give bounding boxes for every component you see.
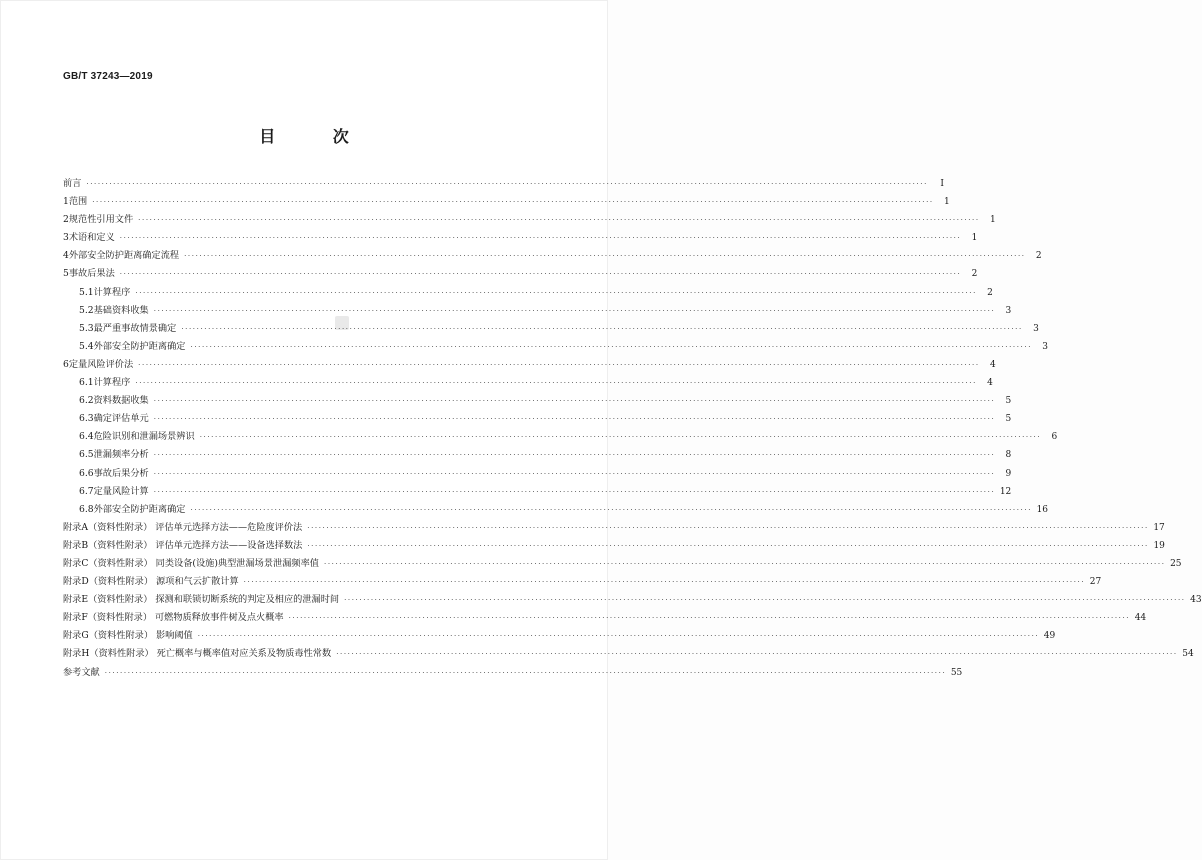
- toc-entry[interactable]: [63, 555, 1182, 573]
- toc-entry-number: 6.1: [79, 377, 94, 389]
- toc-entry-page: 3: [1042, 341, 1049, 352]
- toc-entry-page: 43: [1190, 595, 1202, 606]
- toc-entry[interactable]: [63, 519, 1165, 537]
- toc-leader-dots: ····························································································································································································································: [243, 578, 1086, 587]
- toc-entry[interactable]: [63, 465, 1012, 483]
- toc-entry-page: 9: [1005, 468, 1012, 479]
- toc-entry[interactable]: [63, 537, 1165, 555]
- toc-entry-label: 前言: [63, 178, 82, 189]
- toc-entry-label: 定量风险评价法: [68, 358, 134, 370]
- toc-entry-label: 计算程序: [93, 286, 131, 298]
- toc-entry-page: 19: [1153, 540, 1165, 551]
- toc-entry-label: 外部安全防护距离确定: [93, 340, 186, 352]
- toc-entry-label: 外部安全防护距离确定: [93, 503, 186, 515]
- toc-entry-label: 附录E（资料性附录） 探测和联锁切断系统的判定及相应的泄漏时间: [63, 594, 340, 606]
- toc-leader-dots: ····························································································································································································································: [153, 451, 996, 460]
- toc-entry-page: 3: [1005, 305, 1012, 316]
- toc-entry-label: 事故后果法: [68, 268, 115, 280]
- toc-entry[interactable]: [63, 247, 1042, 265]
- toc-entry-page: 44: [1134, 613, 1147, 624]
- toc-entry-number: 5.1: [79, 286, 94, 298]
- toc-entry-page: 16: [1036, 504, 1049, 515]
- toc-entry-page: 4: [989, 359, 996, 370]
- toc-entry-page: 25: [1170, 558, 1182, 569]
- toc-entry-page: 49: [1043, 631, 1056, 642]
- table-of-contents: [63, 175, 1202, 682]
- toc-entry-label: 范围: [68, 196, 88, 208]
- toc-entry[interactable]: [63, 302, 1012, 320]
- toc-entry[interactable]: [63, 627, 1056, 645]
- toc-leader-dots: ····························································································································································································································: [153, 415, 996, 424]
- toc-entry-label: 附录B（资料性附录） 评估单元选择方法——设备选择数法: [63, 539, 303, 551]
- toc-entry[interactable]: [63, 501, 1049, 519]
- toc-entry-number: 2: [63, 214, 69, 226]
- toc-leader-dots: ····························································································································································································································: [307, 541, 1149, 550]
- toc-entry-number: 1: [63, 196, 69, 208]
- toc-entry[interactable]: [63, 229, 978, 247]
- standard-code: GB/T 37243—2019: [63, 71, 153, 82]
- toc-leader-dots: ····························································································································································································································: [344, 596, 1186, 605]
- toc-entry-label: 危险识别和泄漏场景辨识: [93, 431, 195, 443]
- toc-entry[interactable]: [63, 573, 1102, 591]
- toc-leader-dots: ····························································································································································································································: [153, 397, 996, 406]
- toc-entry[interactable]: [63, 645, 1194, 663]
- toc-entry-label: 附录H（资料性附录） 死亡概率与概率值对应关系及物质毒性常数: [63, 648, 332, 660]
- toc-entry[interactable]: [63, 338, 1049, 356]
- toc-entry-number: 5.3: [79, 322, 94, 334]
- toc-entry-number: 6.3: [79, 413, 94, 425]
- toc-entry-number: 6.5: [79, 449, 94, 461]
- toc-entry[interactable]: [63, 446, 1012, 464]
- toc-leader-dots: ····························································································································································································································: [307, 523, 1149, 532]
- toc-title: 目 次: [259, 127, 375, 146]
- toc-leader-dots: ····························································································································································································································: [119, 234, 962, 243]
- toc-leader-dots: ····························································································································································································································: [153, 469, 996, 478]
- toc-leader-dots: ····························································································································································································································: [135, 288, 977, 297]
- toc-entry-label: 确定评估单元: [93, 413, 149, 425]
- toc-leader-dots: ····························································································································································································································: [153, 487, 996, 496]
- toc-leader-dots: ····························································································································································································································: [135, 379, 977, 388]
- toc-leader-dots: ····························································································································································································································: [119, 270, 962, 279]
- toc-entry[interactable]: [63, 428, 1058, 446]
- toc-entry-page: I: [940, 179, 944, 189]
- toc-leader-dots: ····························································································································································································································: [184, 252, 1026, 261]
- toc-entry-number: 6.7: [79, 485, 94, 497]
- toc-entry[interactable]: [63, 664, 963, 682]
- toc-entry[interactable]: [63, 356, 996, 374]
- toc-leader-dots: ····························································································································································································································: [104, 668, 947, 677]
- toc-entry-page: 1: [944, 197, 950, 208]
- toc-entry-number: 3: [63, 232, 69, 244]
- toc-entry-page: 12: [999, 486, 1012, 497]
- toc-entry-label: 外部安全防护距离确定流程: [68, 250, 180, 262]
- toc-entry[interactable]: [63, 175, 944, 193]
- toc-entry-page: 2: [987, 287, 993, 298]
- toc-entry-page: 8: [1005, 450, 1012, 461]
- toc-entry-page: 55: [950, 667, 963, 678]
- toc-entry-page: 2: [971, 269, 978, 280]
- toc-entry[interactable]: [63, 211, 996, 229]
- toc-entry-number: 4: [63, 250, 69, 262]
- toc-entry-label: 附录G（资料性附录） 影响阈值: [63, 630, 193, 642]
- toc-entry-number: 6.6: [79, 467, 94, 479]
- toc-entry[interactable]: [63, 410, 1012, 428]
- toc-entry-number: 5.4: [79, 340, 94, 352]
- toc-leader-dots: ····························································································································································································································: [288, 614, 1131, 623]
- toc-entry-page: 5: [1005, 396, 1012, 407]
- toc-leader-dots: ····························································································································································································································: [197, 632, 1040, 641]
- toc-leader-dots: ····························································································································································································································: [86, 180, 928, 188]
- toc-entry[interactable]: [63, 193, 950, 211]
- toc-leader-dots: ····························································································································································································································: [181, 324, 1023, 333]
- toc-entry[interactable]: [63, 320, 1039, 338]
- toc-entry-label: 附录C（资料性附录） 同类设备(设施)典型泄漏场景泄漏频率值: [63, 557, 319, 569]
- toc-entry[interactable]: [63, 265, 978, 283]
- toc-entry-label: 规范性引用文件: [68, 214, 134, 226]
- toc-entry-page: 27: [1089, 577, 1102, 588]
- toc-leader-dots: ····························································································································································································································: [138, 360, 980, 369]
- toc-entry-label: 事故后果分析: [93, 467, 149, 479]
- toc-entry-number: 5: [63, 268, 69, 280]
- toc-leader-dots: ····························································································································································································································: [190, 342, 1033, 351]
- toc-entry-page: 3: [1033, 323, 1039, 334]
- toc-leader-dots: ····························································································································································································································: [199, 433, 1042, 442]
- toc-leader-dots: ····························································································································································································································: [138, 216, 980, 225]
- toc-entry-page: 1: [989, 215, 996, 226]
- toc-entry-label: 最严重事故情景确定: [93, 322, 177, 334]
- toc-entry-page: 17: [1153, 522, 1165, 533]
- toc-entry[interactable]: [63, 609, 1147, 627]
- toc-entry[interactable]: [63, 483, 1012, 501]
- toc-entry-label: 附录A（资料性附录） 评估单元选择方法——危险度评价法: [63, 521, 303, 533]
- toc-leader-dots: ····························································································································································································································: [92, 198, 934, 207]
- toc-entry-label: 术语和定义: [68, 232, 115, 244]
- toc-entry-label: 附录F（资料性附录） 可燃物质释放事件树及点火概率: [63, 612, 284, 624]
- toc-entry[interactable]: [63, 392, 1012, 410]
- toc-leader-dots: ····························································································································································································································: [324, 559, 1166, 568]
- toc-leader-dots: ····························································································································································································································: [153, 306, 996, 315]
- toc-entry-number: 5.2: [79, 304, 94, 316]
- toc-entry-label: 泄漏频率分析: [93, 449, 149, 461]
- toc-entry-page: 4: [987, 378, 993, 389]
- toc-entry[interactable]: [63, 374, 993, 392]
- toc-entry-page: 6: [1051, 432, 1058, 443]
- toc-entry-page: 54: [1182, 649, 1194, 660]
- toc-leader-dots: ····························································································································································································································: [336, 650, 1178, 659]
- toc-leader-dots: ····························································································································································································································: [190, 505, 1033, 514]
- toc-entry-page: 2: [1035, 251, 1042, 262]
- toc-entry[interactable]: [63, 591, 1202, 609]
- toc-entry-label: 计算程序: [93, 377, 131, 389]
- toc-entry-label: 定量风险计算: [93, 485, 149, 497]
- toc-entry[interactable]: [63, 284, 993, 302]
- toc-entry-number: 6: [63, 358, 69, 370]
- toc-entry-page: 1: [971, 233, 978, 244]
- toc-entry-label: 参考文献: [63, 666, 100, 678]
- toc-entry-label: 附录D（资料性附录） 源项和气云扩散计算: [63, 576, 239, 588]
- toc-entry-number: 6.4: [79, 431, 94, 443]
- toc-entry-page: 5: [1005, 414, 1012, 425]
- toc-entry-label: 基础资料收集: [93, 304, 149, 316]
- toc-entry-number: 6.8: [79, 503, 94, 515]
- toc-entry-label: 资料数据收集: [93, 395, 149, 407]
- toc-entry-number: 6.2: [79, 395, 94, 407]
